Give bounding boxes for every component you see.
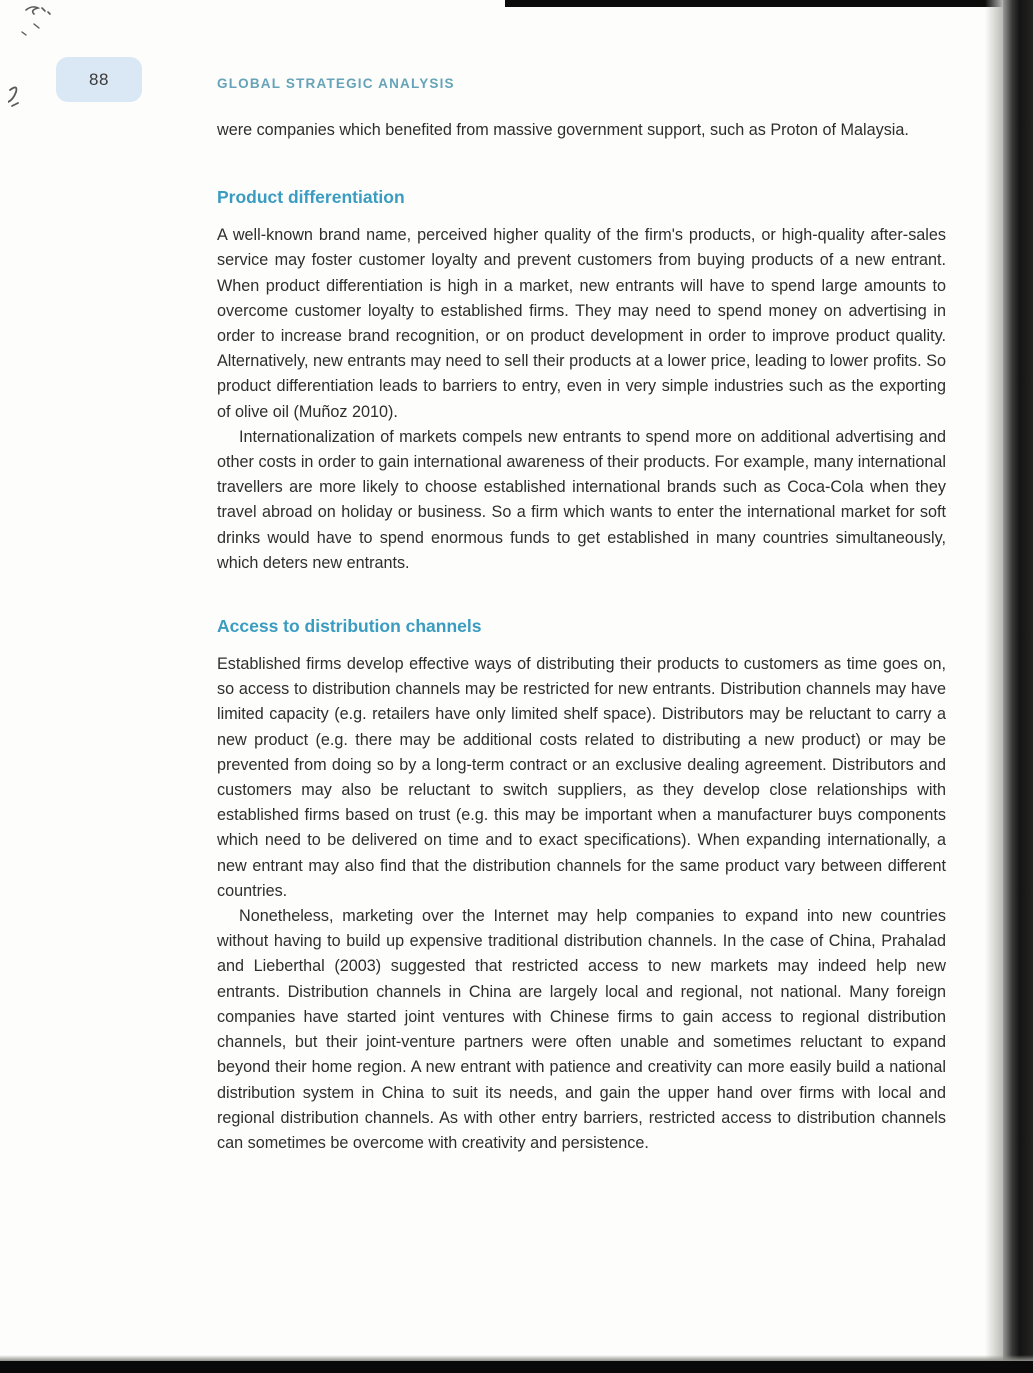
intro-paragraph: were companies which benefited from massive government support, such as Proton of Malaysia.: [217, 121, 909, 139]
body-paragraph: Established firms develop effective ways of distributing their products to customers as time goes on, so access to distribution channels may be restricted for new entrants. Distribution channels may have limited capacity (e.g. retailers have only limited shelf space). Distributors may be reluctant to carry a new product (e.g. there may be additional costs related to distributing a new product) or may be prevented from doing so by a long-term contract or an exclusive dealing agreement. Distributors and customers may also be reluctant to switch suppliers, as they develop close relationships with established firms based on trust (e.g. this may be important when a manufacturer buys components which need to be delivered on time and to exact specifications). When expanding internationally, a new entrant may also find that the distribution channels for the same product vary between different countries.: [217, 655, 946, 900]
section-heading-access-to-distribution-channels: Access to distribution channels: [217, 616, 482, 637]
body-paragraph: A well-known brand name, perceived higher quality of the firm's products, or high-quality after-sales service may foster customer loyalty and prevent customers from buying products of a new entrant. When product differentiation is high in a market, new entrants will have to spend large amounts to overcome customer loyalty to established firms. They may need to spend money on advertising in order to increase brand recognition, or on product development in order to improve product quality. Alternatively, new entrants may need to sell their products at a lower price, leading to lower profits. So product differentiation leads to barriers to entry, even in very simple industries such as the exporting of olive oil (Muñoz 2010).: [217, 226, 946, 421]
scan-edge-top: [505, 0, 1033, 7]
body-paragraph: Nonetheless, marketing over the Internet may help companies to expand into new countries without having to build up expensive traditional distribution channels. In the case of China, Prahalad and Lieberthal (2003) suggested that restricted access to new markets may indeed help new entrants. Distribution channels in China are largely local and regional, not national. Many foreign companies have started joint ventures with Chinese firms to gain access to regional distribution channels, but their joint-venture partners were often unable and sometimes reluctant to expand beyond their home region. A new entrant with patience and creativity can more easily build a national distribution system in China to suit its needs, and gain the upper hand over firms with local and regional distribution channels. As with other entry barriers, restricted access to distribution channels can sometimes be overcome with creativity and persistence.: [217, 907, 946, 1152]
page-number-badge: [56, 57, 142, 102]
scan-edge-right: [1003, 0, 1033, 1373]
body-paragraph: Internationalization of markets compels new entrants to spend more on additional advertising and other costs in order to gain international awareness of their products. For example, many international travellers are more likely to choose established international brands such as Coca-Cola when they travel abroad on holiday or business. So a firm which wants to enter the international market for soft drinks would have to spend enormous funds to get established in many countries simultaneously, which deters new entrants.: [217, 427, 946, 572]
running-header: GLOBAL STRATEGIC ANALYSIS: [217, 76, 455, 91]
scan-edge-bottom: [0, 1361, 1033, 1373]
text-column: [217, 118, 946, 1156]
page-number: 88: [89, 69, 109, 89]
scan-edge-right-fade: [985, 0, 1003, 1373]
section-heading-product-differentiation: Product differentiation: [217, 187, 405, 208]
